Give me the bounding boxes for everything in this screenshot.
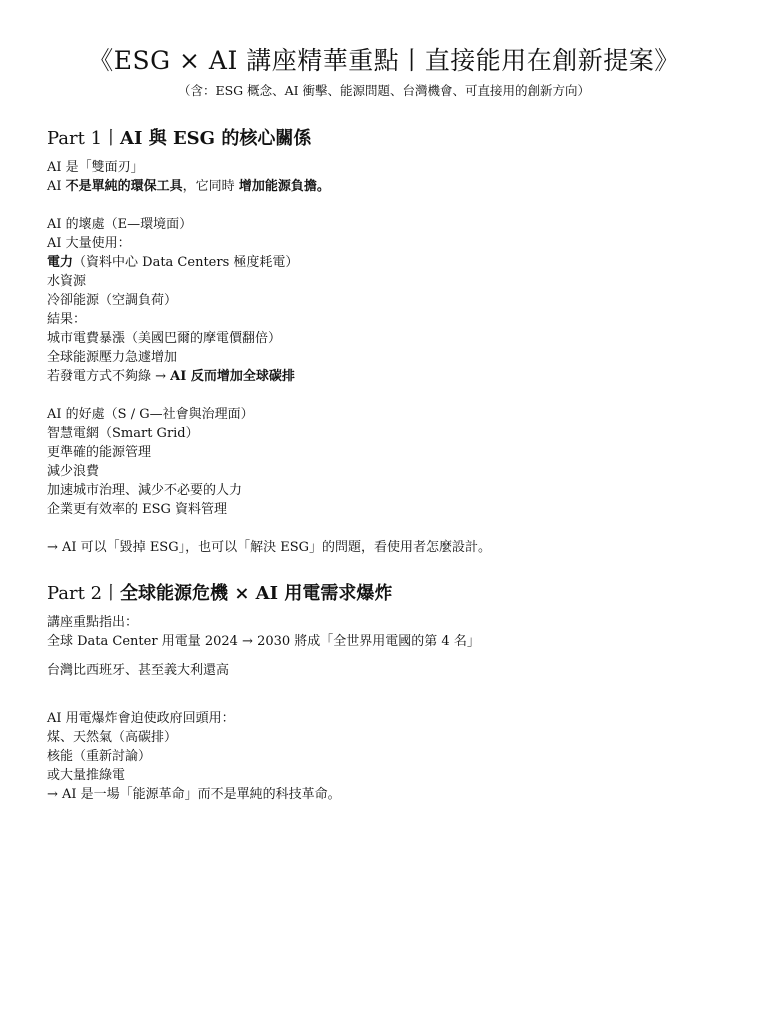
part2-point-2-block <box>47 661 747 680</box>
ai-bad-power-rest: （資料中心 Data Centers 極度耗電） <box>73 255 299 270</box>
part2-heading <box>47 582 392 606</box>
part1-intro <box>47 158 747 196</box>
intro-line-1: AI 是「雙面刃」 <box>47 160 144 175</box>
ai-bad-result-3-b: AI 反而增加全球碳排 <box>170 369 295 384</box>
part2-gov-item-3: 或大量推綠電 <box>47 768 126 783</box>
part2-gov-item-1: 煤、天然氣（高碳排） <box>47 730 178 745</box>
part2-gov-heading: AI 用電爆炸會迫使政府回頭用： <box>47 711 235 726</box>
ai-good-item-4: 加速城市治理、減少不必要的人力 <box>47 483 243 498</box>
ai-bad-power-bold: 電力 <box>47 255 74 270</box>
ai-bad-result-2: 全球能源壓力急遽增加 <box>47 350 178 365</box>
ai-bad-result: 結果： <box>47 312 87 327</box>
ai-good-item-5: 企業更有效率的 ESG 資料管理 <box>47 502 228 517</box>
ai-bad-result-1: 城市電費暴漲（美國巴爾的摩電價翻倍） <box>47 331 282 346</box>
ai-good-item-3: 減少浪費 <box>47 464 100 479</box>
part1-title: AI 與 ESG 的核心關係 <box>120 128 312 149</box>
part2-points <box>47 613 747 651</box>
part2-points-heading: 講座重點指出： <box>47 615 139 630</box>
part2-title: 全球能源危機 × AI 用電需求爆炸 <box>120 583 393 604</box>
ai-bad-cooling: 冷卻能源（空調負荷） <box>47 293 178 308</box>
part2-gov-item-2: 核能（重新討論） <box>47 749 152 764</box>
part2-label: Part 2丨 <box>47 583 121 604</box>
ai-bad-power <box>47 253 747 272</box>
ai-bad-result-3-a: 若發電方式不夠綠 → <box>47 369 171 384</box>
ai-bad-water: 水資源 <box>47 274 87 289</box>
part2-conclusion: → AI 是一場「能源革命」而不是單純的科技革命。 <box>47 787 341 802</box>
document-title: 《ESG × AI 講座精華重點丨直接能用在創新提案》 <box>88 46 680 75</box>
part1-heading <box>47 127 311 151</box>
ai-bad-section <box>47 215 747 386</box>
ai-good-item-1: 智慧電網（Smart Grid） <box>47 426 199 441</box>
ai-bad-result-3 <box>47 367 747 386</box>
part1-conclusion: → AI 可以「毀掉 ESG」，也可以「解決 ESG」的問題，看使用者怎麼設計。 <box>47 540 492 555</box>
part2-point-1: 全球 Data Center 用電量 2024 → 2030 將成「全世界用電國的第 4 名」 <box>47 634 480 649</box>
ai-good-item-2: 更準確的能源管理 <box>47 445 152 460</box>
intro-line-2-c: ，它同時 <box>182 179 239 194</box>
ai-bad-usage: AI 大量使用： <box>47 236 131 251</box>
intro-line-2-d: 增加能源負擔。 <box>238 179 330 194</box>
part1-conclusion-block <box>47 538 747 557</box>
ai-bad-heading: AI 的壞處（E—環境面） <box>47 217 193 232</box>
ai-good-heading: AI 的好處（S / G—社會與治理面） <box>47 407 254 422</box>
part2-gov-section <box>47 709 747 804</box>
intro-line-2-a: AI <box>47 179 66 194</box>
document-subtitle: （含：ESG 概念、AI 衝擊、能源問題、台灣機會、可直接用的創新方向） <box>177 83 591 98</box>
intro-line-2 <box>47 177 747 196</box>
part1-label: Part 1丨 <box>47 128 121 149</box>
part2-point-2: 台灣比西班牙、甚至義大利還高 <box>47 663 230 678</box>
ai-good-section <box>47 405 747 519</box>
intro-line-2-b: 不是單純的環保工具 <box>65 179 183 194</box>
